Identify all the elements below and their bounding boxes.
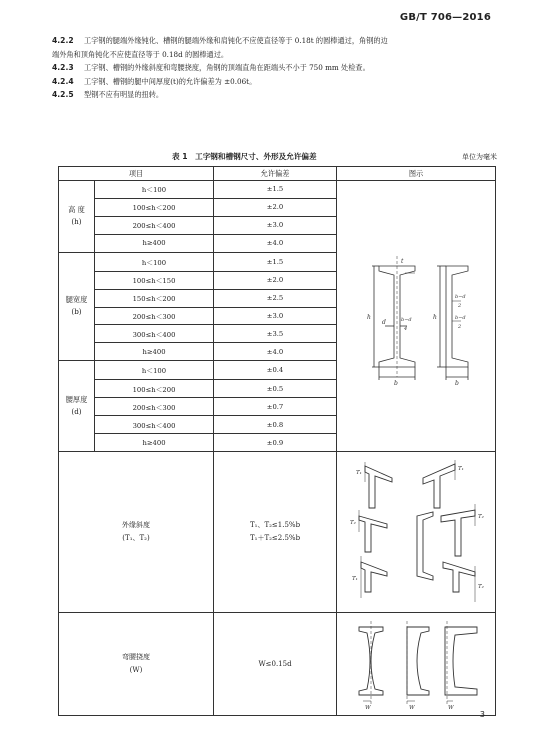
category-symbol: (h) [71,217,82,227]
clause-number: 4.2.5 [52,90,74,99]
table-header-row [59,167,496,181]
category-symbol: (d) [71,407,82,417]
category-name: 腰厚度 [65,395,88,405]
table-row-flange-slope [59,452,496,613]
tolerance-web-deflection [214,613,337,716]
label-two: 2 [458,303,462,309]
standard-code: GB/T 706—2016 [399,12,491,23]
size-range: 100≤h＜200 [95,198,214,216]
size-range: 100≤h＜200 [95,380,214,398]
size-range: h＜100 [95,361,214,380]
label-half-channel: b−d [455,294,466,300]
tolerance-value: ±3.0 [214,307,337,325]
category-name: 高 度 [68,205,85,215]
category-symbol: (b) [71,307,82,317]
size-range: 200≤h＜300 [95,398,214,416]
clause-text: 工字钢的腿端外缘钝化、槽钢的腿端外缘和肩钝化不应使直径等于 0.18t 的圆棒通过，角钢的边 [84,36,388,45]
label-thick: t [401,258,404,265]
label-four: 4 [404,326,408,332]
size-range: 200≤h＜300 [95,307,214,325]
header-tolerance: 允许偏差 [214,167,337,181]
label-t2-a: T₂ [350,520,356,526]
category-name: 腿宽度 [65,295,88,305]
category-name: 弯腰挠度 [122,653,150,661]
label-width: b [394,380,398,387]
size-range: h≥400 [95,343,214,361]
tolerance-value: ±2.0 [214,198,337,216]
clause-text: 工字钢、槽钢的腿中间厚度(t)的允许偏差为 ±0.06t。 [84,76,257,86]
tolerance-value: ±2.0 [214,271,337,289]
flange-slope-figure [337,452,496,610]
label-height: h [367,314,371,321]
category-flange-slope [59,452,214,613]
tolerance-value: ±0.8 [214,416,337,434]
tolerance-value: ±0.7 [214,398,337,416]
clause-4-2-3 [52,61,497,75]
size-range: 150≤h＜200 [95,289,214,307]
size-range: 300≤h＜400 [95,416,214,434]
tolerance-value: ±0.5 [214,380,337,398]
label-w-c: W [448,705,454,711]
figure-flange-slope [337,452,496,613]
page-number: 3 [479,710,485,719]
tolerance-value: ±3.0 [214,216,337,234]
tolerance-value: ±0.4 [214,361,337,380]
category-width [59,252,95,361]
size-range: 300≤h＜400 [95,325,214,343]
header-item: 项目 [59,167,214,181]
clause-list [52,34,497,102]
size-range: h＜100 [95,252,214,271]
header-figure: 图示 [337,167,496,181]
tolerance-value: W≤0.15d [258,659,292,668]
label-web: d [382,319,386,326]
tolerance-line-1: T₁、T₂≤1.5%b [249,521,301,529]
tolerance-value: ±1.5 [214,181,337,199]
tolerance-value: ±3.5 [214,325,337,343]
size-range: h≥400 [95,434,214,452]
category-web-deflection [59,613,214,716]
tolerance-value: ±2.5 [214,289,337,307]
label-two-2: 2 [458,324,462,330]
tolerance-value: ±0.9 [214,434,337,452]
label-width-channel: b [455,380,459,387]
table-row [59,181,496,199]
category-height [59,181,95,253]
label-t1-c: T₁ [352,576,358,582]
table-caption [52,151,497,163]
size-range: h＜100 [95,181,214,199]
clause-4-2-5 [52,88,497,102]
tolerance-value: ±4.0 [214,343,337,361]
size-range: h≥400 [95,234,214,252]
i-beam-channel-cross-section-figure [337,181,496,449]
label-t2-c: T₂ [478,584,484,590]
clause-text: 型钢不应有明显的扭转。 [84,90,164,99]
category-symbol: (T₁、T₂) [122,534,150,542]
category-symbol: (W) [129,666,143,674]
figure-dimensions [337,181,496,452]
label-t1-a: T₁ [356,470,362,476]
label-half: b−d [401,317,412,323]
clause-4-2-2 [52,34,497,48]
clause-text: 工字钢、槽钢的外缘斜度和弯腰挠度，角钢的顶端直角在距端头不小于 750 mm 处检查。 [84,63,370,72]
label-height-channel: h [433,314,437,321]
label-w-b: W [409,705,415,711]
clause-4-2-4 [52,75,497,89]
figure-web-deflection [337,613,496,716]
clause-number: 4.2.4 [52,76,74,86]
tolerance-value: ±4.0 [214,234,337,252]
table-title: 表 1 工字钢和槽钢尺寸、外形及允许偏差 [172,152,317,161]
category-web-thickness [59,361,95,452]
label-w-a: W [365,705,371,711]
clause-text-continued: 端外角和顶角钝化不应使直径等于 0.18d 的圆棒通过。 [52,49,229,59]
label-t1-b: T₁ [458,466,464,472]
size-range: 100≤h＜150 [95,271,214,289]
tolerance-value: ±1.5 [214,252,337,271]
label-t2-b: T₂ [478,514,484,520]
web-deflection-figure [337,613,496,713]
clause-number: 4.2.3 [52,63,74,72]
size-range: 200≤h＜400 [95,216,214,234]
tolerance-line-2: T₁＋T₂≤2.5%b [249,534,301,542]
category-name: 外缘斜度 [122,521,150,529]
label-half-channel-2: b−d [455,315,466,321]
table-unit: 单位为毫米 [462,153,497,161]
tolerance-flange-slope [214,452,337,613]
table-row-web-deflection [59,613,496,716]
clause-number: 4.2.2 [52,36,74,45]
tolerance-table [58,166,496,716]
